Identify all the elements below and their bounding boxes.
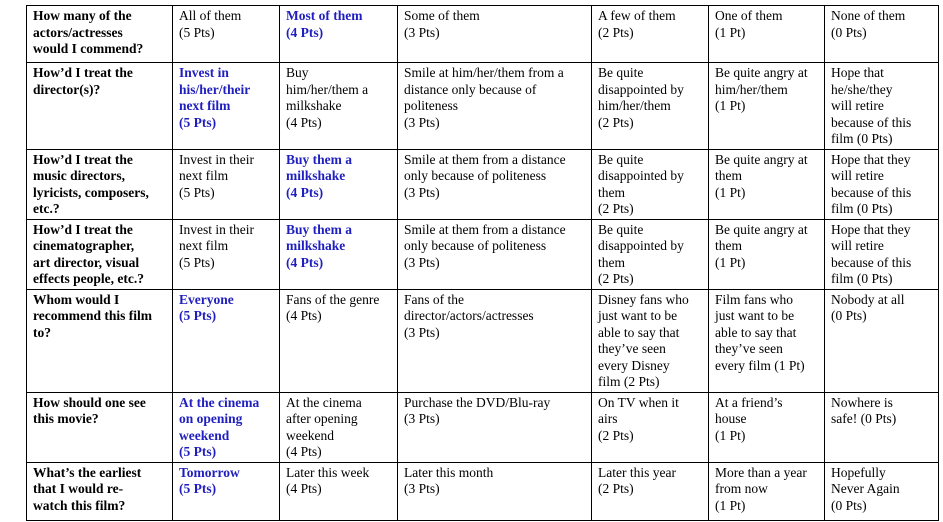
option-cell [825,63,939,150]
option-cell [709,462,825,520]
table-row [27,392,939,462]
option-cell [709,289,825,392]
option-cell [709,392,825,462]
question-text: How’d I treat the music directors, lyricists, composers, etc.? [33,151,149,216]
option-cell [173,219,280,289]
option-text: Buy them a milkshake (4 Pts) [286,151,353,200]
option-text: Hope that he/she/they will retire because of this film (0 Pts) [831,65,912,146]
option-text: Be quite disappointed by them (2 Pts) [598,221,684,286]
question-cell [27,219,173,289]
question-text: How’d I treat the cinematographer, art director, visual effects people, etc.? [33,221,144,286]
selected-option-cell [280,6,398,63]
option-text: Later this week (4 Pts) [286,464,370,496]
option-cell [280,63,398,150]
option-text: Everyone (5 Pts) [179,291,234,323]
option-text: Smile at them from a distance only because of politeness (3 Pts) [404,151,566,200]
selected-option-cell [173,392,280,462]
question-text: How many of the actors/actresses would I commend? [33,8,144,56]
option-text: Hope that they will retire because of this film (0 Pts) [831,151,912,216]
selected-option-cell [280,219,398,289]
table-row [27,149,939,219]
option-text: Buy him/her/them a milkshake (4 Pts) [286,65,369,130]
option-cell [592,6,709,63]
option-cell [280,392,398,462]
selected-option-cell [173,289,280,392]
option-text: Some of them (3 Pts) [404,8,480,40]
question-cell [27,462,173,520]
option-cell [825,149,939,219]
question-cell [27,392,173,462]
question-cell [27,289,173,392]
option-text: Purchase the DVD/Blu-ray (3 Pts) [404,394,551,426]
option-cell [398,289,592,392]
option-cell [280,289,398,392]
option-text: At a friend’s house (1 Pt) [715,394,783,443]
option-text: Nobody at all (0 Pts) [831,291,905,323]
option-text: Fans of the genre (4 Pts) [286,291,380,323]
option-text: Film fans who just want to be able to say that they’ve seen every film (1 Pt) [715,291,805,373]
option-text: None of them (0 Pts) [831,8,906,40]
option-cell [825,6,939,63]
rating-rubric-table [26,5,939,521]
option-cell [173,6,280,63]
option-text: Tomorrow (5 Pts) [179,464,240,496]
option-text: Invest in his/her/their next film (5 Pts) [179,65,251,130]
option-cell [825,289,939,392]
option-text: Be quite disappointed by them (2 Pts) [598,151,684,216]
option-cell [825,392,939,462]
option-cell [398,462,592,520]
option-text: Disney fans who just want to be able to say that they’ve seen every Disney film (2 Pts) [598,291,689,389]
option-text: Fans of the director/actors/actresses (3 Pts) [404,291,534,340]
option-cell [398,392,592,462]
option-text: Most of them (4 Pts) [286,8,363,40]
table-row [27,6,939,63]
option-cell [592,149,709,219]
option-cell [709,6,825,63]
option-text: More than a year from now (1 Pt) [715,464,807,513]
question-text: Whom would I recommend this film to? [33,291,152,340]
option-text: At the cinema on opening weekend (5 Pts) [179,394,260,459]
option-text: Smile at him/her/them from a distance only because of politeness (3 Pts) [404,65,564,130]
option-cell [173,149,280,219]
option-text: Nowhere is safe! (0 Pts) [831,394,897,426]
option-cell [709,63,825,150]
option-text: Invest in their next film (5 Pts) [179,221,254,270]
option-text: Later this month (3 Pts) [404,464,494,496]
option-cell [398,6,592,63]
selected-option-cell [173,63,280,150]
option-text: Buy them a milkshake (4 Pts) [286,221,353,270]
rubric-body [27,6,939,521]
option-cell [825,462,939,520]
option-cell [398,219,592,289]
option-cell [592,219,709,289]
option-text: Be quite angry at them (1 Pt) [715,151,808,200]
selected-option-cell [173,462,280,520]
option-text: At the cinema after opening weekend (4 Pts) [286,394,362,459]
table-row [27,63,939,150]
option-cell [398,63,592,150]
option-cell [592,392,709,462]
question-cell [27,6,173,63]
option-text: Hopefully Never Again (0 Pts) [831,464,900,513]
option-text: Be quite disappointed by him/her/them (2 Pts) [598,65,684,130]
option-cell [592,63,709,150]
option-text: Invest in their next film (5 Pts) [179,151,254,200]
option-cell [709,149,825,219]
option-text: Be quite angry at him/her/them (1 Pt) [715,65,808,113]
option-text: Smile at them from a distance only because of politeness (3 Pts) [404,221,566,270]
option-cell [398,149,592,219]
option-text: One of them (1 Pt) [715,8,783,40]
selected-option-cell [280,149,398,219]
option-text: Be quite angry at them (1 Pt) [715,221,808,270]
option-cell [592,289,709,392]
option-cell [709,219,825,289]
option-text: A few of them (2 Pts) [598,8,676,40]
question-cell [27,149,173,219]
question-text: How should one see this movie? [33,394,146,426]
question-cell [27,63,173,150]
table-row [27,289,939,392]
option-cell [280,462,398,520]
option-text: All of them (5 Pts) [179,8,242,40]
option-cell [592,462,709,520]
option-cell [825,219,939,289]
option-text: On TV when it airs (2 Pts) [598,394,679,443]
question-text: What’s the earliest that I would re- watch this film? [33,464,142,513]
question-text: How’d I treat the director(s)? [33,65,133,97]
option-text: Hope that they will retire because of this film (0 Pts) [831,221,912,286]
option-text: Later this year (2 Pts) [598,464,676,496]
table-row [27,462,939,520]
table-row [27,219,939,289]
